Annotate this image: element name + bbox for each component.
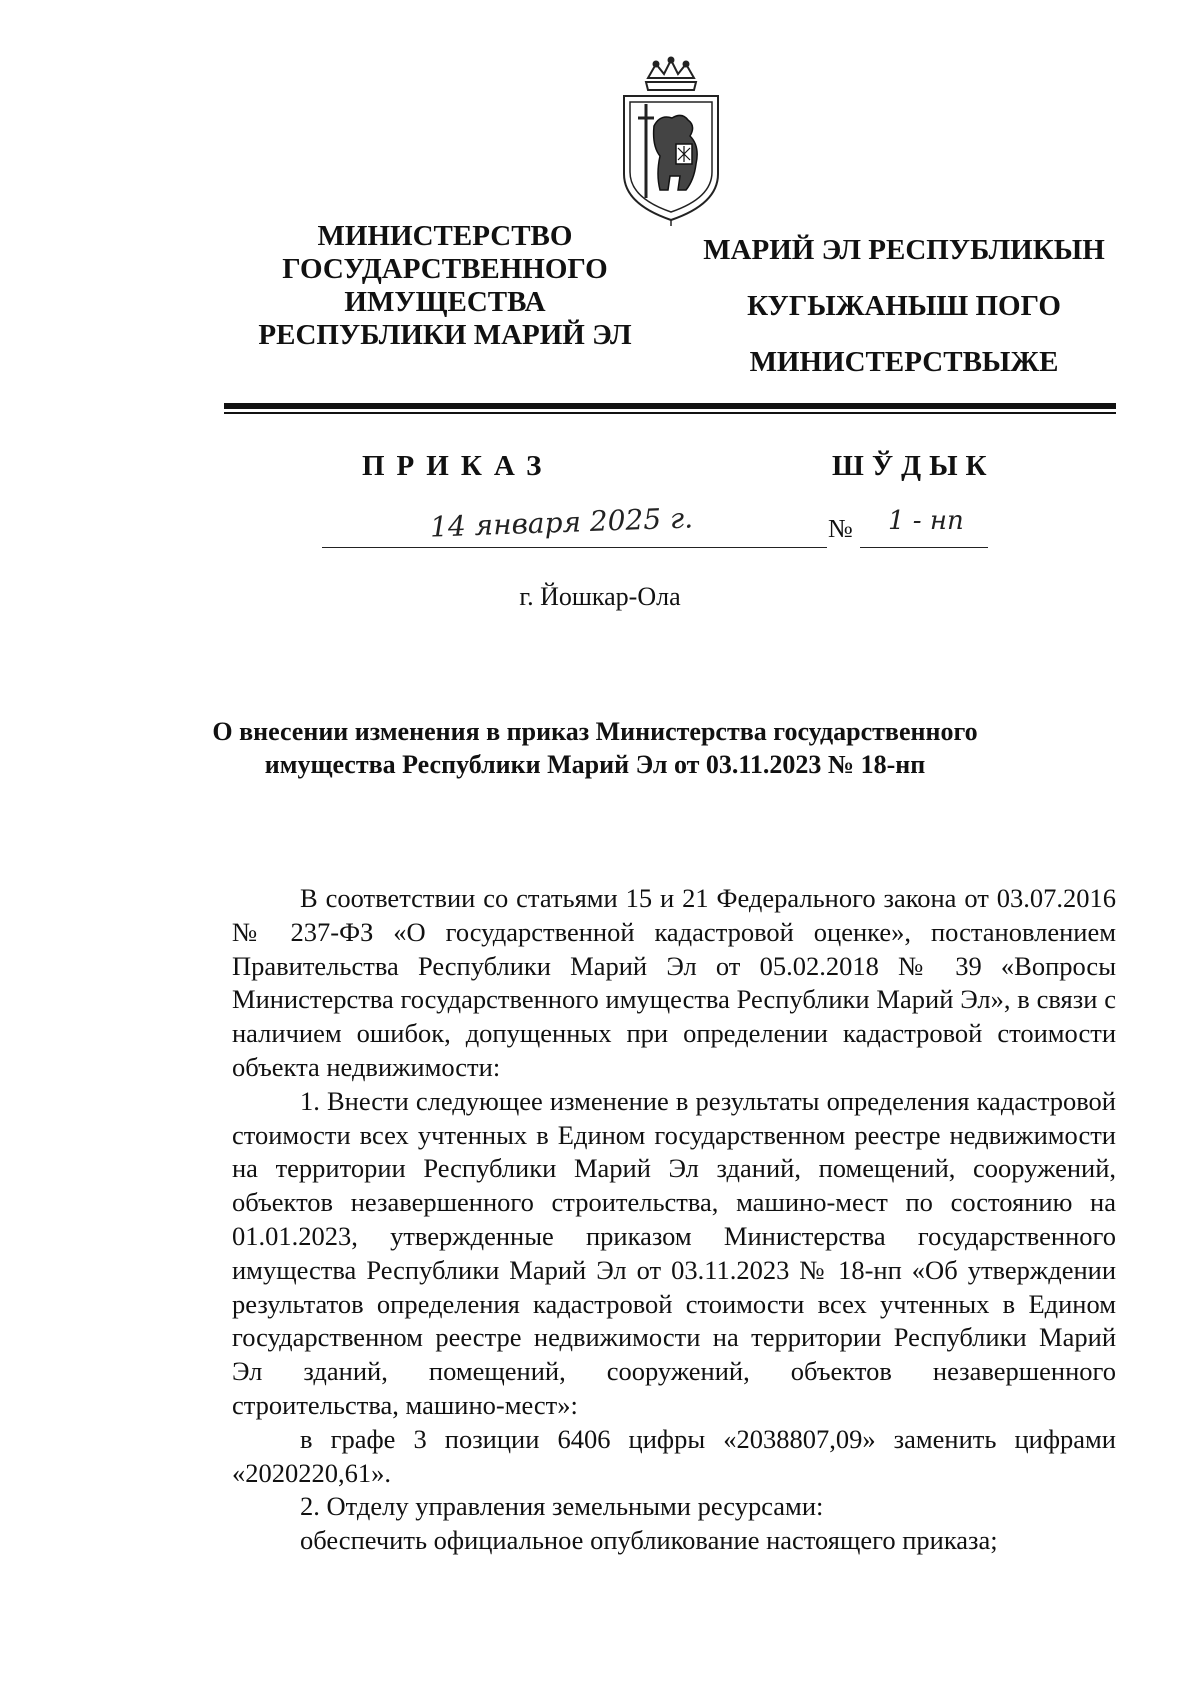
number-underline	[860, 547, 988, 548]
ministry-name-line: ГОСУДАРСТВЕННОГО	[282, 253, 608, 285]
body-paragraph: 1. Внести следующее изменение в результаты определения кадастровой стоимости всех учтенных в Едином государственном реестре недвижимости на территории Республики Марий Эл зданий, помещений, сооружений, объектов незавершенного строительства, машино-мест по состоянию на 01.01.2023, утвержденные приказом Министерства государственного имущества Республики Марий Эл от 03.11.2023 № 18-нп «Об утверждении результатов определения кадастровой стоимости всех учтенных в Едином государственном реестре недвижимости на территории Республики Марий Эл зданий, помещений, сооружений, объектов незавершенного строительства, машино-мест»:	[232, 1085, 1116, 1420]
header-divider-thin	[224, 412, 1116, 414]
handwritten-date: 14 января 2025 г.	[429, 501, 694, 544]
ministry-name-line: РЕСПУБЛИКИ МАРИЙ ЭЛ	[258, 319, 632, 351]
handwritten-number: 1 - нп	[888, 506, 964, 536]
document-title	[180, 715, 1010, 781]
ministry-name-line: КУГЫЖАНЫШ ПОГО	[747, 290, 1061, 322]
ministry-name-line: ИМУЩЕСТВА	[344, 286, 546, 318]
body-paragraph: В соответствии со статьями 15 и 21 Федерального закона от 03.07.2016 № 237-ФЗ «О государственной кадастровой оценке», постановлением Правительства Республики Марий Эл от 05.02.2018 № 39 «Вопросы Министерства государственного имущества Республики Марий Эл», в связи с наличием ошибок, допущенных при определении кадастровой стоимости объекта недвижимости:	[232, 883, 1116, 1082]
body-paragraph: 2. Отделу управления земельными ресурсами:	[300, 1491, 824, 1522]
ministry-name-line: МИНИСТЕРСТВО	[317, 220, 573, 252]
ministry-name-russian	[240, 220, 650, 352]
document-title-line: О внесении изменения в приказ Министерства государственного	[212, 717, 978, 746]
document-body	[232, 882, 1116, 1558]
order-label-mari: ШЎДЫК	[832, 450, 995, 482]
date-underline	[322, 547, 827, 548]
document-title-line: имущества Республики Марий Эл от 03.11.2023 № 18-нп	[264, 750, 926, 779]
header-divider-thick	[224, 403, 1116, 409]
ministry-name-line: МАРИЙ ЭЛ РЕСПУБЛИКЫН	[703, 234, 1105, 266]
body-paragraph: обеспечить официальное опубликование настоящего приказа;	[300, 1525, 998, 1556]
ministry-name-line: МИНИСТЕРСТВЫЖЕ	[749, 346, 1059, 378]
order-label-russian: ПРИКАЗ	[362, 450, 554, 482]
ministry-name-mari	[694, 222, 1114, 390]
number-label: №	[828, 514, 853, 543]
coat-of-arms-emblem	[616, 56, 726, 226]
body-paragraph: в графе 3 позиции 6406 цифры «2038807,09» заменить цифрами «2020220,61».	[232, 1423, 1116, 1488]
city-name: г. Йошкар-Ола	[519, 582, 681, 611]
